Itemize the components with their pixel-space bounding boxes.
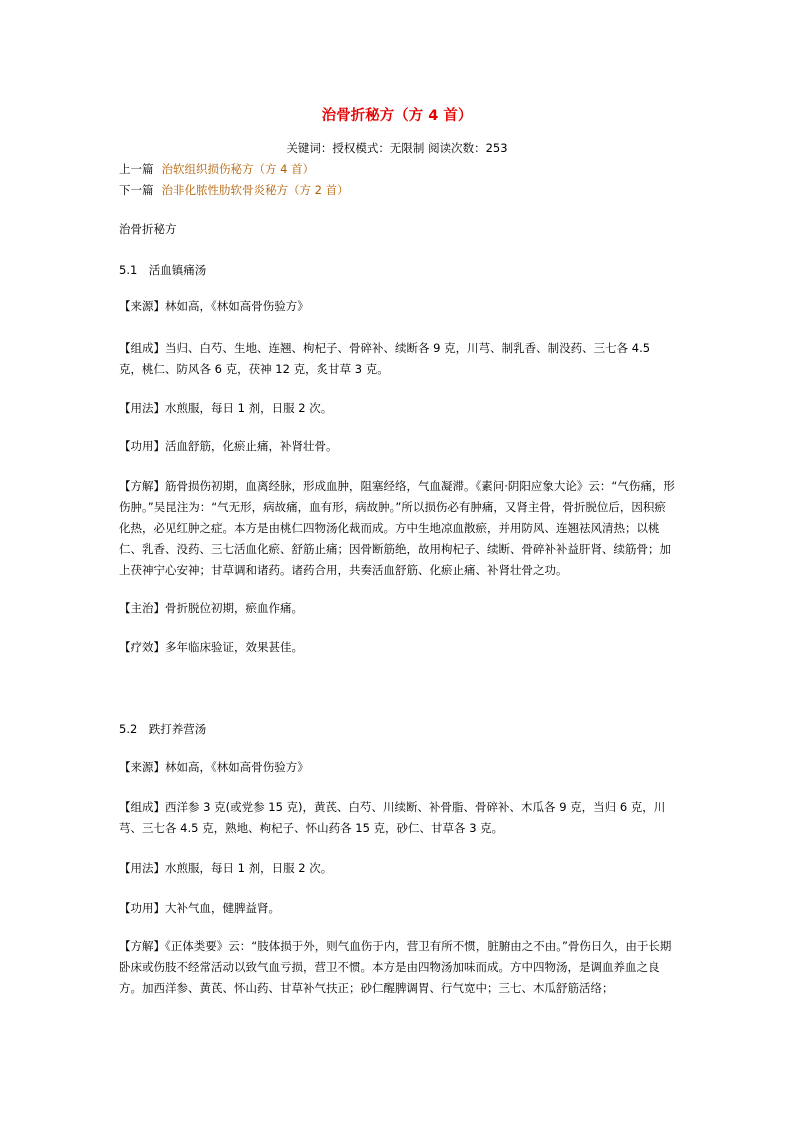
prev-article-link[interactable]: 治软组织损伤秘方（方 4 首） <box>161 162 315 176</box>
section2-source: 【来源】林如高，《林如高骨伤验方》 <box>119 760 309 774</box>
next-article-link[interactable]: 治非化脓性肋软骨炎秘方（方 2 首） <box>161 183 349 197</box>
page-title: 治骨折秘方（方 4 首） <box>321 108 473 124</box>
section2-composition: 【组成】西洋参 3 克(或党参 15 克)，黄芪、白芍、川续断、补骨脂、骨碎补、木瓜各 9 克，当归 6 克，川芎、三七各 4.5 克，熟地、枸杞子、怀山药各 15 克，砂仁、甘草各 3 克。 <box>119 800 666 835</box>
section1-heading: 5.1 活血镇痛汤 <box>119 263 207 277</box>
intro-text: 治骨折秘方 <box>119 222 177 236</box>
section1-efficacy: 【疗效】多年临床验证，效果甚佳。 <box>119 640 303 654</box>
section1-composition: 【组成】当归、白芍、生地、连翘、枸杞子、骨碎补、续断各 9 克，川芎、制乳香、制没药、三七各 4.5 克，桃仁、防风各 6 克，茯神 12 克，炙甘草 3 克。 <box>119 341 651 376</box>
article-meta: 关键词：授权模式：无限制 阅读次数：253 <box>286 141 508 155</box>
section1-source: 【来源】林如高，《林如高骨伤验方》 <box>119 299 309 313</box>
section2-effect: 【功用】大补气血，健脾益肾。 <box>119 901 280 915</box>
section1-usage: 【用法】水煎服，每日 1 剂，日服 2 次。 <box>119 401 333 415</box>
next-label: 下一篇 <box>119 183 154 197</box>
section2-explanation: 【方解】《正体类要》云：“肢体损于外，则气血伤于内，营卫有所不惯，脏腑由之不由。”骨伤日久，由于长期卧床或伤肢不经常活动以致气血亏损，营卫不惯。本方是由四物汤加味而成。方中四物汤，是调血养血之良方。加西洋参、黄芪、怀山药、甘草补气扶正；砂仁醒脾调胃、行气宽中；三七、木瓜舒筋活络； <box>119 939 672 995</box>
prev-article-nav <box>119 161 314 177</box>
section2-usage: 【用法】水煎服，每日 1 剂，日服 2 次。 <box>119 861 333 875</box>
section1-effect: 【功用】活血舒筋，化瘀止痛，补肾壮骨。 <box>119 439 338 453</box>
prev-label: 上一篇 <box>119 162 154 176</box>
next-article-nav <box>119 182 349 198</box>
section1-explanation: 【方解】筋骨损伤初期，血离经脉，形成血肿，阻塞经络，气血凝滞。《素问·阴阳应象大论》云：“气伤痛，形伤肿。”吴昆注为：“气无形，病故痛，血有形，病故肿。”所以损伤必有肿痛，又肾主骨，骨折脱位后，因积瘀化热，必见红肿之症。本方是由桃仁四物汤化裁而成。方中生地凉血散瘀，并用防风、连翘祛风清热；以桃仁、乳香、没药、三七活血化瘀、舒筋止痛；因骨断筋绝，故用枸杞子、续断、骨碎补补益肝肾、续筋骨；加上茯神宁心安神；甘草调和诸药。诸药合用，共奏活血舒筋、化瘀止痛、补肾壮骨之功。 <box>119 479 675 577</box>
section2-heading: 5.2 跌打养营汤 <box>119 722 207 736</box>
section1-indication: 【主治】骨折脱位初期，瘀血作痛。 <box>119 601 303 615</box>
